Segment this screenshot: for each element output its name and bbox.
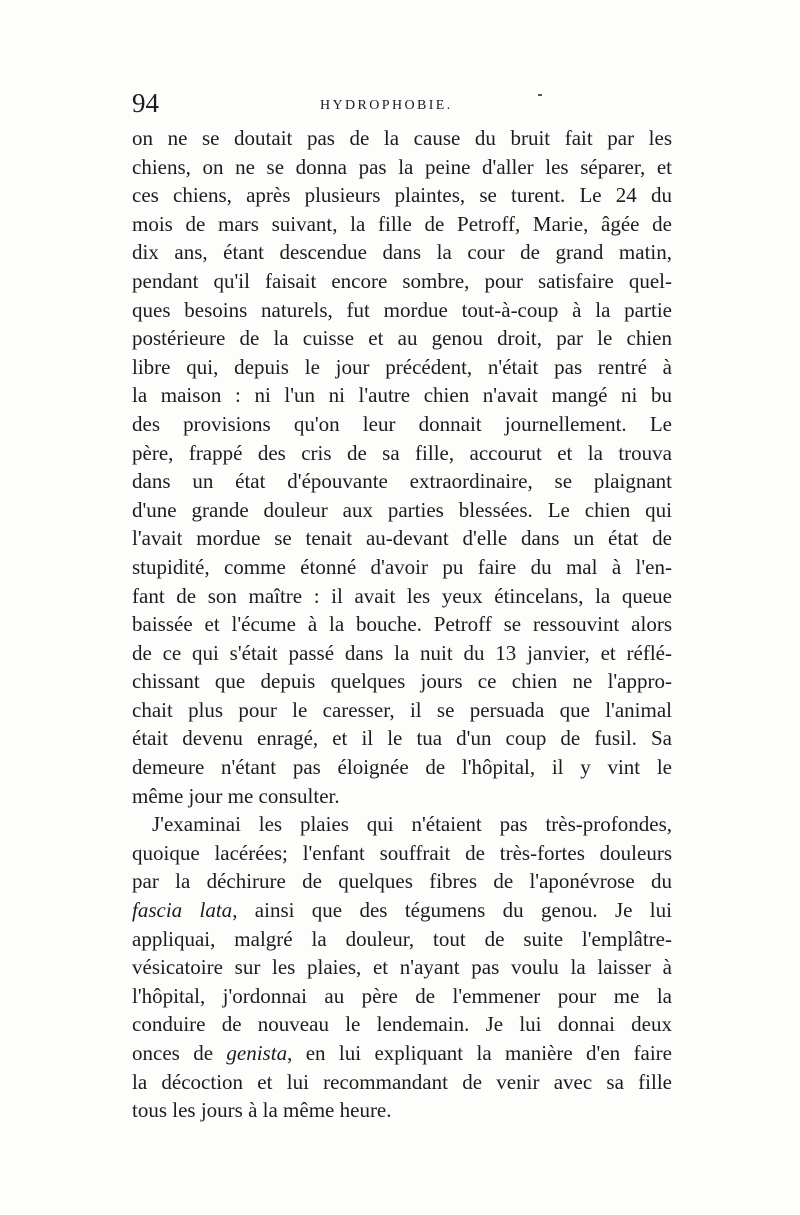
text-line: dix ans, étant descendue dans la cour de grand matin, [132, 240, 672, 265]
text-line: d'une grande douleur aux parties blessées. Le chien qui [132, 497, 672, 522]
text-line: demeure n'étant pas éloignée de l'hôpital, il y vint le [132, 755, 672, 780]
text-line: la décoction et lui recommandant de venir avec sa fille [132, 1069, 672, 1094]
text-line: était devenu enragé, et il le tua d'un coup de fusil. Sa [132, 726, 672, 751]
text-line: l'hôpital, j'ordonnai au père de l'emmener pour me la [132, 983, 672, 1008]
text-line: fant de son maître : il avait les yeux étincelans, la queue [132, 583, 672, 608]
text-line: chait plus pour le caresser, il se persuada que l'animal [132, 697, 672, 722]
line-remainder: , ainsi que des tégumens du genou. Je lui [232, 898, 672, 923]
text-line: stupidité, comme étonné d'avoir pu faire du mal à l'en- [132, 554, 672, 579]
text-line: baissée et l'écume à la bouche. Petroff se ressouvint alors [132, 612, 672, 637]
running-title: HYDROPHOBIE. [320, 98, 453, 113]
text-line: libre qui, depuis le jour précédent, n'était pas rentré à [132, 354, 672, 379]
text-line: vésicatoire sur les plaies, et n'ayant pas voulu la laisser à [132, 955, 672, 980]
text-line: mois de mars suivant, la fille de Petroff, Marie, âgée de [132, 211, 672, 236]
text-line: ces chiens, après plusieurs plaintes, se turent. Le 24 du [132, 183, 672, 208]
text-line: chissant que depuis quelques jours ce chien ne l'appro- [132, 669, 672, 694]
italic-term: genista [226, 1041, 288, 1065]
running-head [132, 88, 672, 118]
text-line: l'avait mordue se tenait au-devant d'elle dans un état de [132, 526, 672, 551]
page-number: 94 [132, 88, 159, 118]
text-line: pendant qu'il faisait encore sombre, pour satisfaire quel- [132, 268, 672, 293]
ink-speck [538, 94, 542, 96]
text-line: dans un état d'épouvante extraordinaire, se plaignant [132, 469, 672, 494]
line-start: onces de [132, 1041, 227, 1065]
text-line: conduire de nouveau le lendemain. Je lui donnai deux [132, 1012, 672, 1037]
line-remainder: , en lui expliquant la manière d'en faire [287, 1041, 672, 1065]
text-line-with-italic [132, 1039, 672, 1068]
text-line: ques besoins naturels, fut mordue tout-à-coup à la partie [132, 297, 672, 322]
text-line: quoique lacérées; l'enfant souffrait de très-fortes douleurs [132, 840, 672, 865]
text-line: par la déchirure de quelques fibres de l'aponévrose du [132, 869, 672, 894]
paragraph-start-line: J'examinai les plaies qui n'étaient pas très-profondes, [152, 812, 672, 837]
text-line: postérieure de la cuisse et au genou droit, par le chien [132, 326, 672, 351]
text-line: père, frappé des cris de sa fille, accourut et la trouva [132, 440, 672, 465]
text-line: chiens, on ne se donna pas la peine d'aller les séparer, et [132, 154, 672, 179]
text-line: de ce qui s'était passé dans la nuit du 13 janvier, et réflé- [132, 640, 672, 665]
text-line: des provisions qu'on leur donnait journellement. Le [132, 411, 672, 436]
text-line: la maison : ni l'un ni l'autre chien n'avait mangé ni bu [132, 383, 672, 408]
text-line: on ne se doutait pas de la cause du bruit fait par les [132, 126, 672, 150]
text-line-with-italic [132, 896, 672, 925]
paragraph-end-line: même jour me consulter. [132, 783, 340, 808]
italic-term: fascia lata [132, 898, 233, 923]
body-text [132, 124, 672, 1125]
paragraph-end-line: tous les jours à la même heure. [132, 1098, 392, 1123]
text-line: appliquai, malgré la douleur, tout de suite l'emplâtre- [132, 926, 672, 951]
